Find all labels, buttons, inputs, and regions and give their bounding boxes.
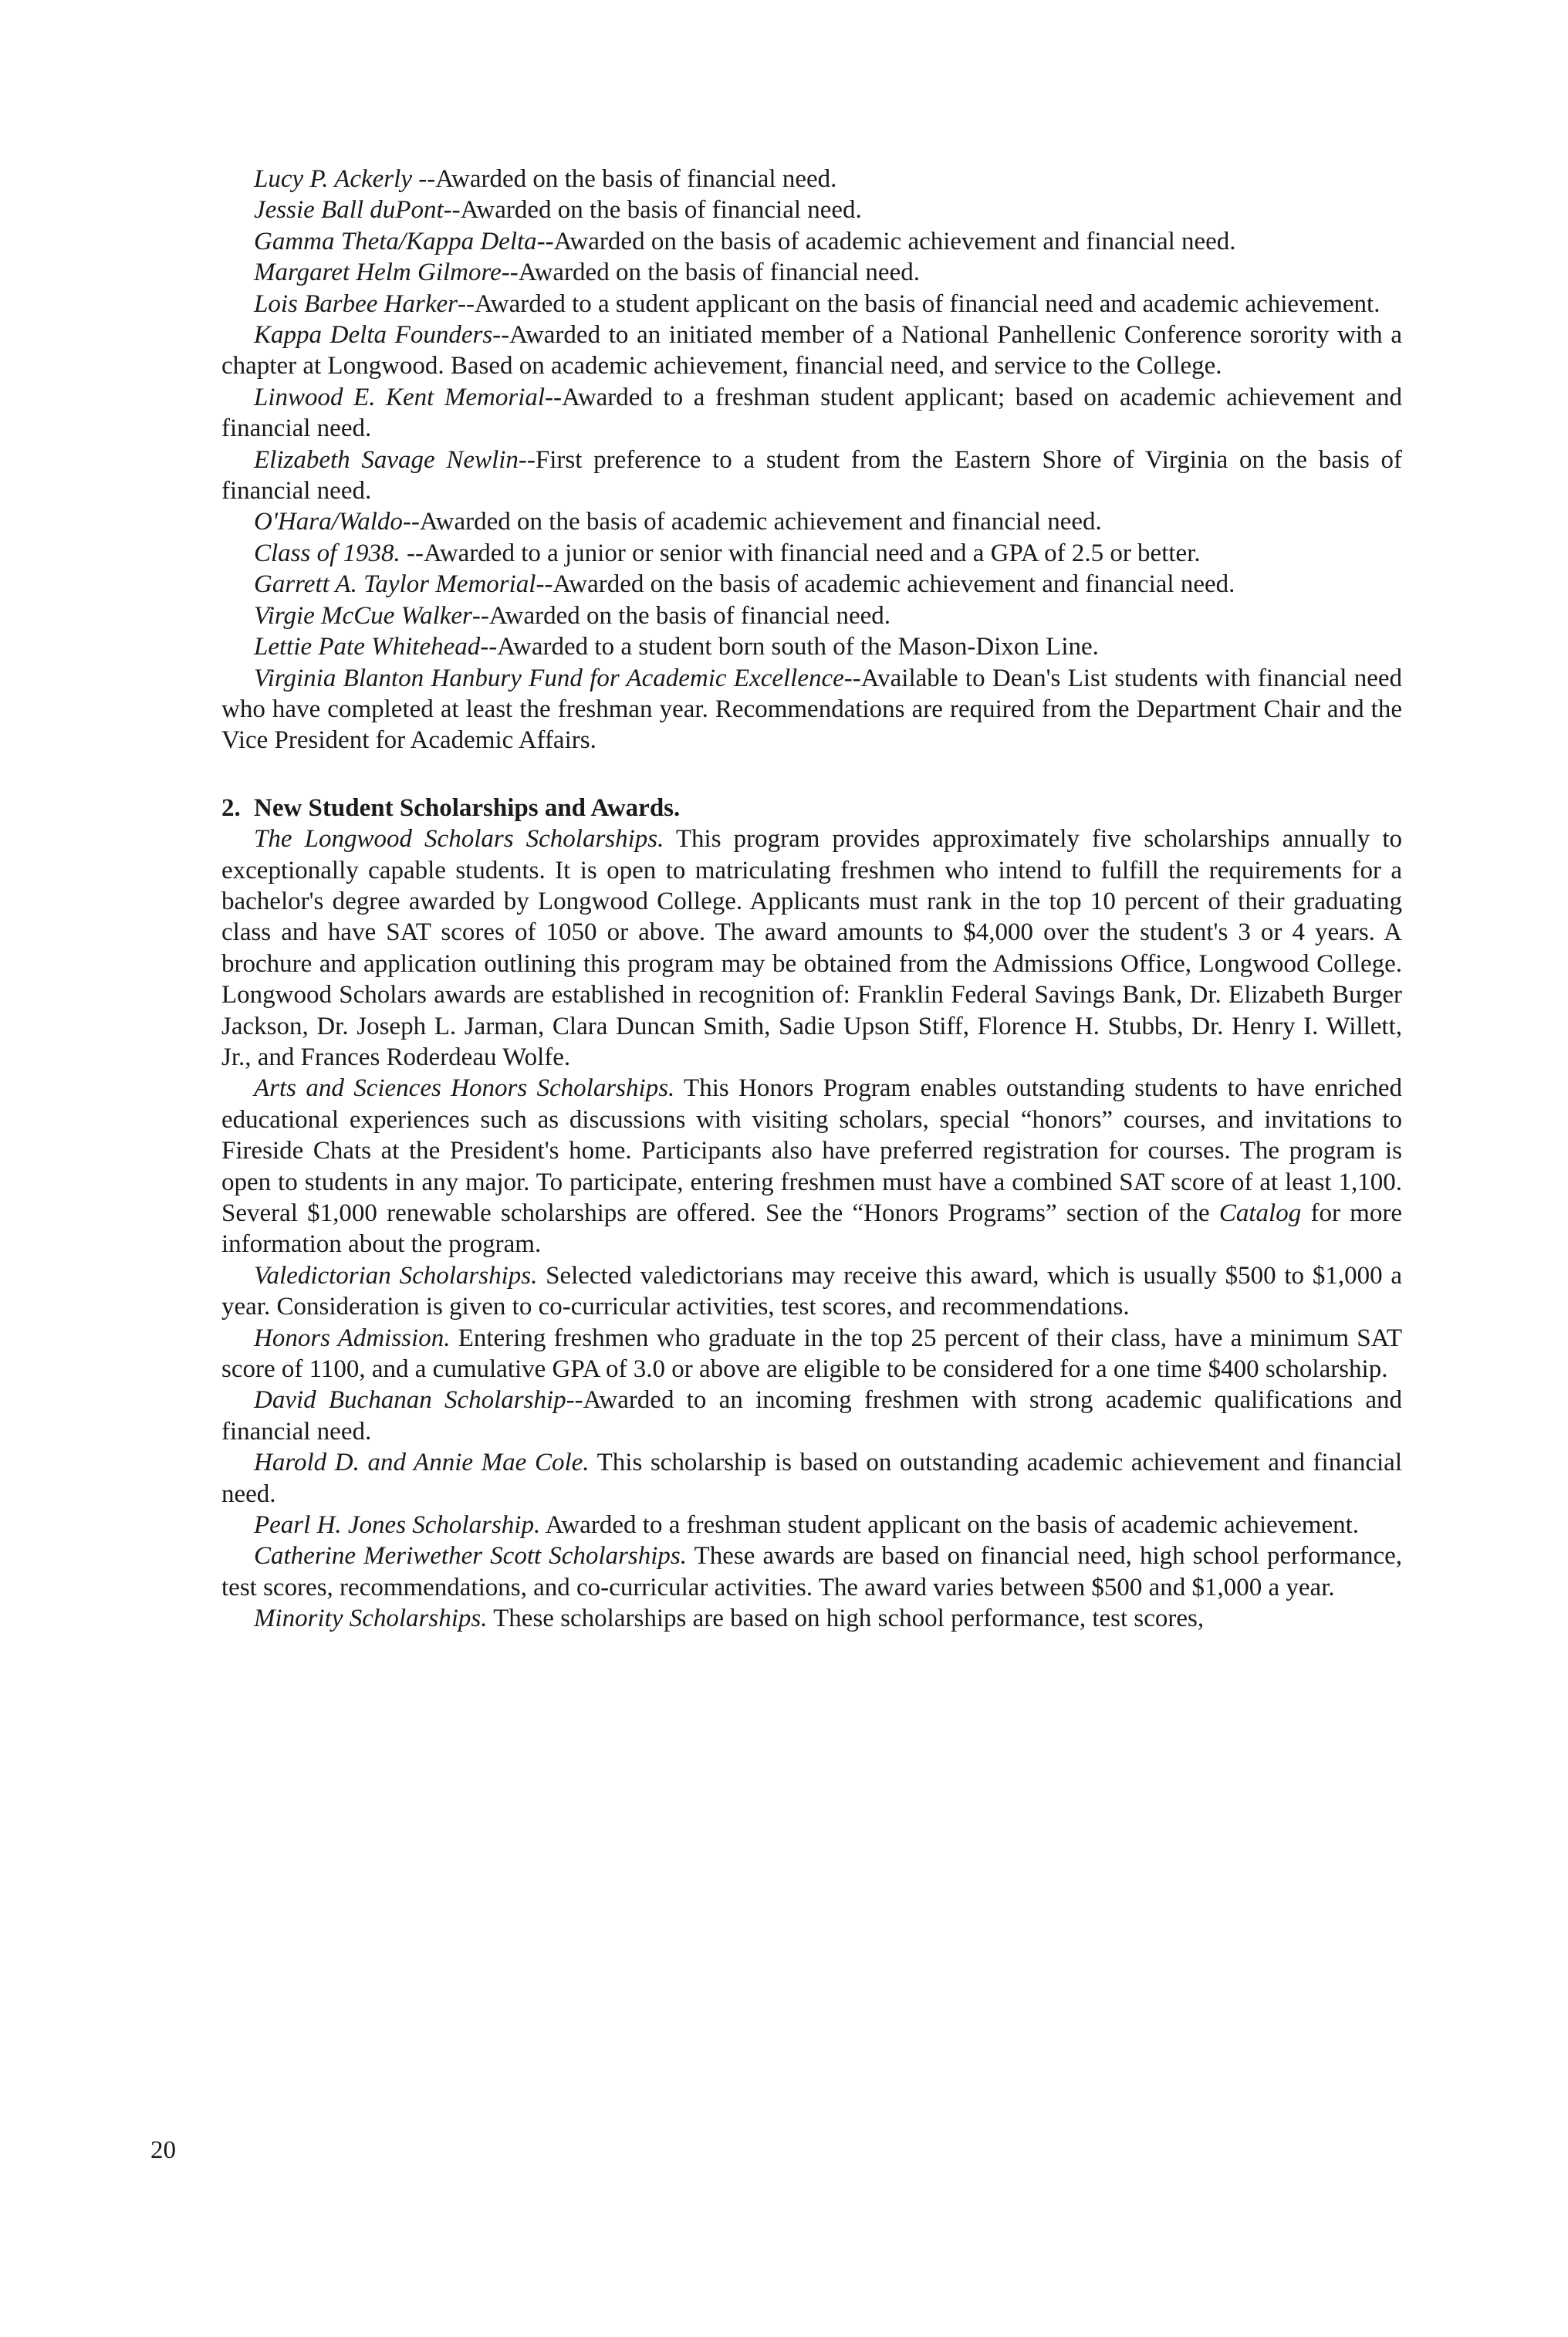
scholarship-entry — [221, 600, 1402, 631]
scholarship-entry — [221, 382, 1402, 445]
scholarship-description: This program provides approximately five scholarships annually to exceptionally capable students. It is open to matriculating freshmen who intend to fulfill the requirements for a bachelor's degree awarded by Longwood College. Applicants must rank in the top 10 percent of their graduating class and have SAT scores of 1050 or above. The award amounts to $4,000 over the student's 3 or 4 years. A brochure and application outlining this program may be obtained from the Admissions Office, Longwood College. Longwood Scholars awards are established in recognition of: Franklin Federal Savings Bank, Dr. Elizabeth Burger Jackson, Dr. Joseph L. Jarman, Clara Duncan Smith, Sadie Upson Stiff, Florence H. Stubbs, Dr. Henry I. Willett, Jr., and Frances Roderdeau Wolfe. — [221, 825, 1403, 1071]
scholarship-description: --Awarded on the basis of financial need. — [411, 165, 837, 193]
section-number: 2. — [221, 793, 241, 822]
scholarship-description: --Awarded on the basis of financial need. — [443, 196, 862, 225]
scholarship-description: This Honors Program enables outstanding students to have enriched educational experiences such as discussions with visiting scholars, special “honors” courses, and invitations to Fireside Chats at the President's home. Participants also have preferred registration for courses. The program is open to students in any major. To participate, entering freshmen must have a combined SAT score of at least 1,100. Several $1,000 renewable scholarships are offered. See the “Honors Programs” section of the — [221, 1074, 1403, 1227]
scholarship-entry — [221, 824, 1402, 1073]
scholarship-name: Virgie McCue Walker — [254, 601, 472, 630]
scholarship-description: These scholarships are based on high school performance, test scores, — [487, 1605, 1205, 1633]
scholarship-name: Valedictorian Scholarships. — [254, 1261, 538, 1290]
scholarship-name: Garrett A. Taylor Memorial — [254, 570, 536, 599]
scholarship-description: --Awarded to an incoming freshmen with strong academic qualifications and financial need. — [221, 1386, 1402, 1446]
scholarship-description: --Awarded to an initiated member of a National Panhellenic Conference sorority with a chapter at Longwood. Based on academic achievement, financial need, and service to the College. — [221, 321, 1402, 380]
scholarship-description: --Available to Dean's List students with financial need who have completed at least the freshman year. Recommendations are required from the Department Chair and the Vice President for Academic Affairs. — [221, 664, 1402, 755]
scholarship-name: Elizabeth Savage Newlin — [254, 445, 519, 474]
scholarship-entry — [221, 1447, 1402, 1510]
scholarship-entry — [221, 226, 1402, 257]
scholarship-entry — [221, 538, 1402, 569]
scholarship-entry — [221, 1073, 1402, 1260]
scholarship-name: Linwood E. Kent Memorial — [254, 383, 546, 411]
scholarship-description: --Awarded on the basis of financial need. — [501, 259, 920, 287]
scholarship-name: Pearl H. Jones Scholarship. — [254, 1511, 541, 1540]
scholarship-description: --Awarded on the basis of academic achievement and financial need. — [536, 570, 1235, 599]
scholarship-name: David Buchanan Scholarship — [254, 1386, 566, 1415]
scholarship-description: --Awarded to a student applicant on the basis of financial need and academic achievement. — [457, 289, 1380, 318]
scholarship-entry — [221, 289, 1402, 320]
scholarship-entry — [221, 1510, 1402, 1541]
scholarship-description: Entering freshmen who graduate in the top 25 percent of their class, have a minimum SAT score of 1100, and a cumulative GPA of 3.0 or above are eligible to be considered for a one time $400 scholarship. — [221, 1324, 1402, 1384]
scholarship-name: O'Hara/Waldo — [254, 508, 403, 536]
scholarship-name: Harold D. and Annie Mae Cole. — [254, 1449, 590, 1477]
page-number: 20 — [150, 2136, 176, 2164]
scholarship-description: Awarded to a freshman student applicant on the basis of academic achievement. — [540, 1511, 1360, 1540]
scholarship-name: Catherine Meriwether Scott Scholarships. — [254, 1542, 688, 1571]
scholarship-entry — [221, 1603, 1402, 1634]
scholarship-entry — [221, 1541, 1402, 1603]
scholarship-description: --Awarded to a student born south of the Mason-Dixon Line. — [480, 633, 1099, 661]
scholarship-description: --Awarded on the basis of financial need. — [471, 601, 891, 630]
scholarship-name: Lucy P. Ackerly — [254, 165, 412, 193]
scholarship-name: Honors Admission. — [254, 1324, 451, 1352]
scholarship-name: Class of 1938. — [254, 539, 400, 567]
scholarship-entry — [221, 1385, 1402, 1447]
page-body — [221, 164, 1402, 1635]
section-title: New Student Scholarships and Awards. — [254, 793, 681, 822]
scholarship-name: Gamma Theta/Kappa Delta — [254, 227, 537, 255]
scholarship-entry — [221, 445, 1402, 507]
scholarship-name: Virginia Blanton Hanbury Fund for Academic Excellence — [254, 664, 844, 692]
scholarship-entry — [221, 631, 1402, 662]
scholarship-name: Arts and Sciences Honors Scholarships. — [254, 1074, 675, 1103]
scholarship-description: --Awarded on the basis of academic achievement and financial need. — [402, 508, 1102, 536]
scholarship-entry — [221, 1323, 1402, 1385]
scholarship-description: --Awarded on the basis of academic achievement and financial need. — [536, 227, 1236, 255]
scholarship-entry — [221, 1260, 1402, 1323]
scholarship-name: Kappa Delta Founders — [254, 321, 493, 350]
scholarship-entry — [221, 257, 1402, 288]
catalog-title: Catalog — [1218, 1199, 1302, 1227]
scholarship-entry — [221, 569, 1402, 600]
scholarship-name: Minority Scholarships. — [254, 1605, 488, 1633]
section-heading — [221, 793, 1402, 824]
scholarship-description: --Awarded to a freshman student applicant; based on academic achievement and financial need. — [221, 383, 1402, 443]
scholarship-entry — [221, 164, 1402, 194]
scholarship-description: This scholarship is based on outstanding academic achievement and financial need. — [221, 1449, 1402, 1508]
scholarship-entry — [221, 663, 1402, 756]
scholarship-entry — [221, 194, 1402, 225]
scholarship-entry — [221, 506, 1402, 537]
scholarship-description: Selected valedictorians may receive this award, which is usually $500 to $1,000 a year. Consideration is given to co-curricular activities, test scores, and recommendations. — [221, 1261, 1402, 1321]
scholarship-description-end: for more information about the program. — [221, 1199, 1402, 1259]
scholarship-entry — [221, 320, 1402, 382]
scholarship-name: Jessie Ball duPont — [254, 196, 444, 225]
scholarship-description: --Awarded to a junior or senior with financial need and a GPA of 2.5 or better. — [400, 539, 1201, 567]
scholarship-name: Lettie Pate Whitehead — [254, 633, 481, 661]
scholarship-name: Lois Barbee Harker — [254, 289, 458, 318]
scholarship-description: --First preference to a student from the Eastern Shore of Virginia on the basis of financial need. — [221, 445, 1403, 506]
scholarship-description: These awards are based on financial need, high school performance, test scores, recommendations, and co-curricular activities. The award varies between $500 and $1,000 a year. — [221, 1542, 1402, 1601]
scholarship-name: Margaret Helm Gilmore — [254, 259, 502, 287]
scholarship-name: The Longwood Scholars Scholarships. — [254, 825, 664, 854]
